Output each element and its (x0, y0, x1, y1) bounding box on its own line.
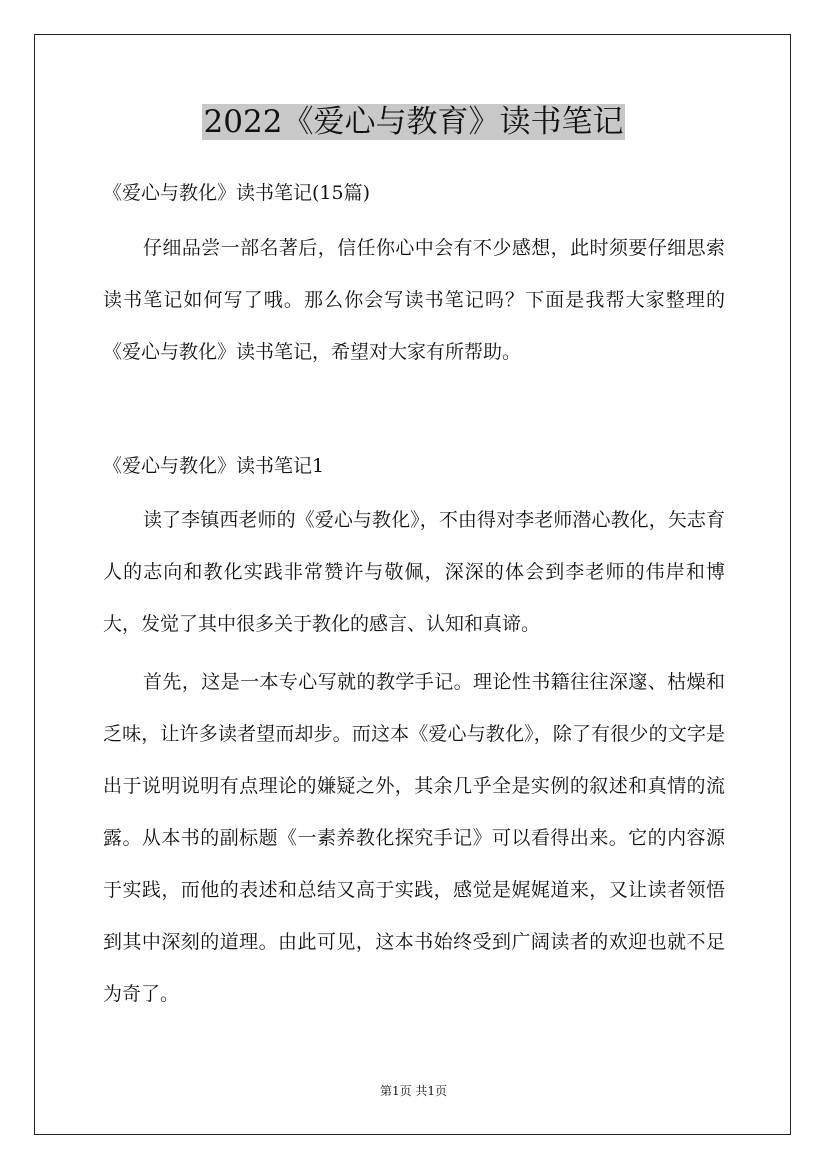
body-paragraph-1: 读了李镇西老师的《爱心与教化》，不由得对李老师潜心教化，矢志育人的志向和教化实践非常赞许与敬佩，深深的体会到李老师的伟岸和博大，发觉了其中很多关于教化的感言、认知和真谛。 (103, 509, 725, 635)
page-footer: 第1页 共1页 (379, 1084, 448, 1098)
document-subtitle: 《爱心与教化》读书笔记(15篇) (103, 182, 371, 204)
document-title-text: 2022《爱心与教育》读书笔记 (203, 104, 624, 140)
section-heading: 《爱心与教化》读书笔记1 (103, 455, 325, 477)
document-title (0, 100, 827, 144)
intro-paragraph: 仔细品尝一部名著后，信任你心中会有不少感想，此时须要仔细思索读书笔记如何写了哦。那么你会写读书笔记吗？下面是我帮大家整理的《爱心与教化》读书笔记，希望对大家有所帮助。 (103, 237, 725, 363)
body-paragraph-2: 首先，这是一本专心写就的教学手记。理论性书籍往往深邃、枯燥和乏味，让许多读者望而却步。而这本《爱心与教化》，除了有很少的文字是出于说明说明有点理论的嫌疑之外，其余几乎全是实例的叙述和真情的流露。从本书的副标题《一素养教化探究手记》可以看得出来。它的内容源于实践，而他的表述和总结又高于实践，感觉是娓娓道来，又让读者领悟到其中深刻的道理。由此可见，这本书始终受到广阔读者的欢迎也就不足为奇了。 (103, 671, 725, 1005)
